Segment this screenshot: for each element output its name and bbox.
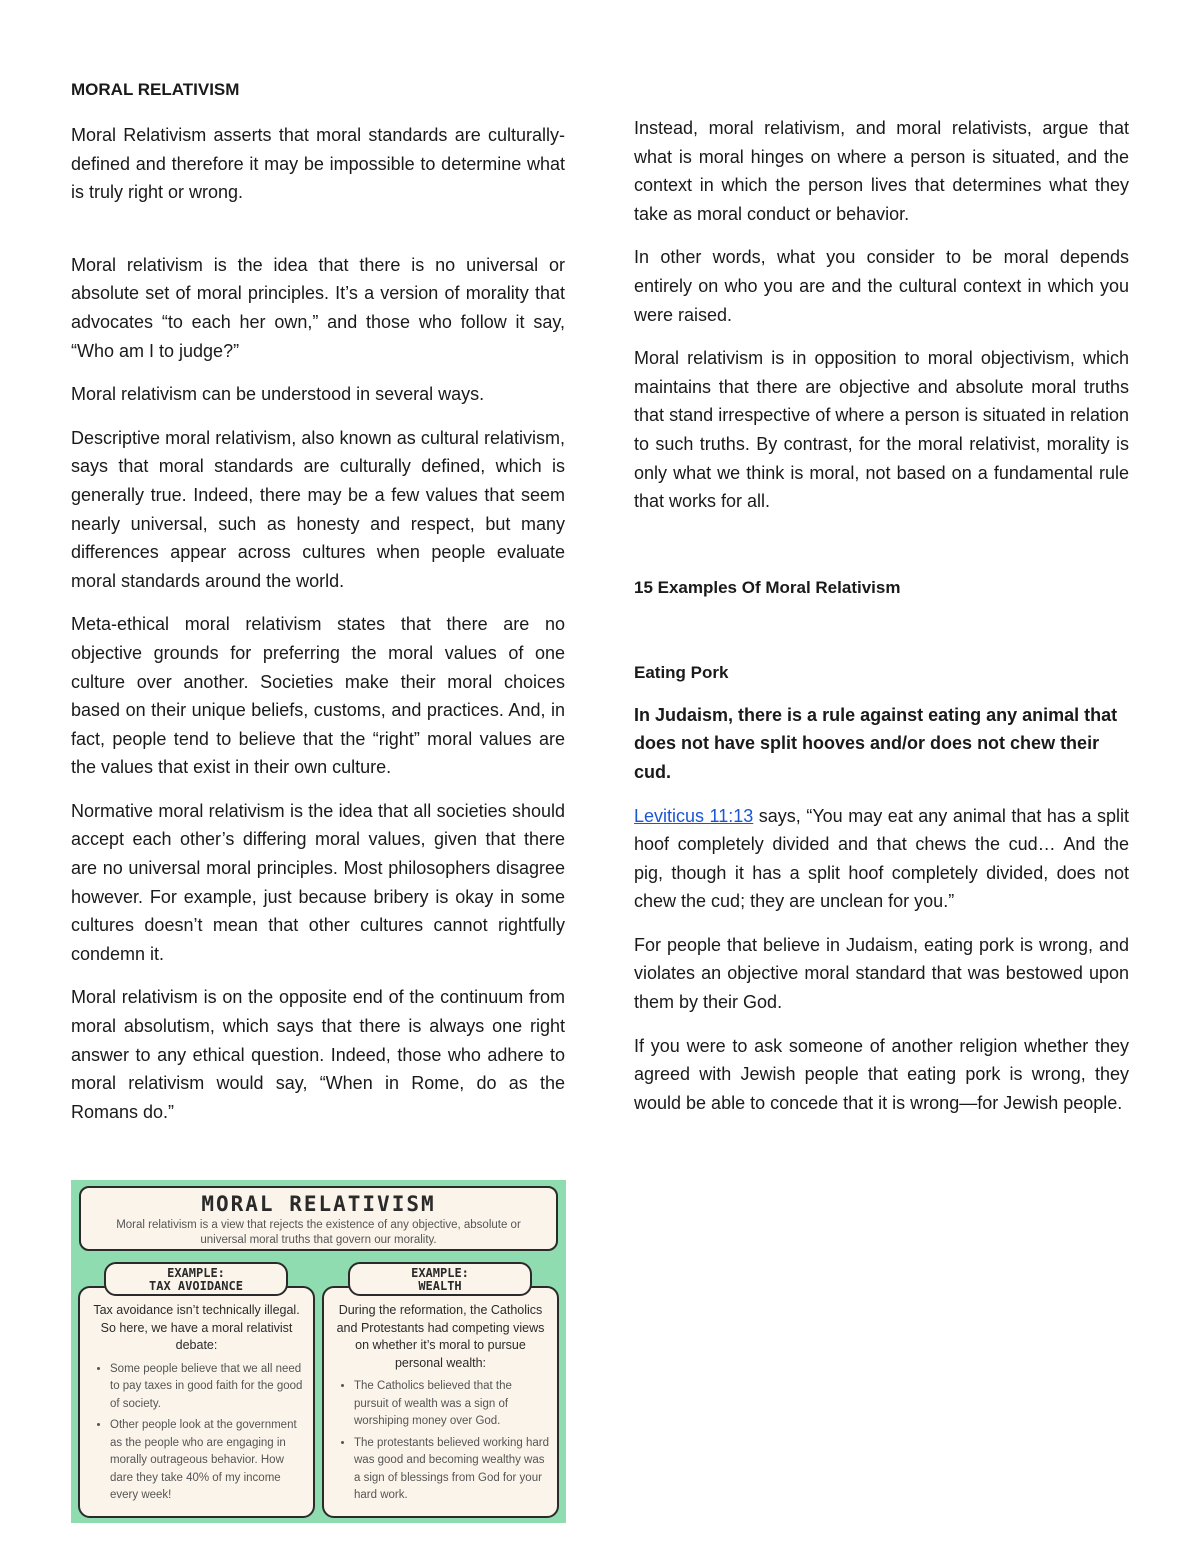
example-card-tax: [78, 1286, 315, 1518]
paragraph: Moral Relativism asserts that moral standards are culturally-defined and therefore it may be impossible to determine what is truly right or wrong.: [71, 125, 565, 203]
bullet-item: • The Catholics believed that the pursuit of wealth was a sign of worshiping money over God.: [354, 1378, 549, 1431]
example-label-wealth: [348, 1262, 532, 1296]
right-column: [634, 114, 1129, 1132]
card-bullets: [324, 1378, 557, 1505]
leviticus-quote: says, “You may eat any animal that has a split hoof completely divided and that chews the cud… And the pig, though it has a split hoof completely divided, does not chew the cud; they are unclean for you.”: [634, 805, 1129, 912]
example-label-line: EXAMPLE:: [411, 1266, 469, 1280]
card-bullets: [80, 1361, 313, 1505]
leviticus-link[interactable]: Leviticus 11:13: [634, 805, 754, 826]
paragraph: Instead, moral relativism, and moral relativists, argue that what is moral hinges on where a person is situated, and the context in which the person lives that determines what they take as moral conduct or behavior.: [634, 118, 1129, 224]
paragraph: Meta-ethical moral relativism states that there are no objective grounds for preferring the moral values of one culture over another. Societies make their moral choices based on their unique beliefs, customs, and practices. And, in fact, people tend to believe that the “right” moral values are the values that exist in their own culture.: [71, 614, 565, 778]
example-card-wealth: [322, 1286, 559, 1518]
infographic-title: MORAL RELATIVISM: [201, 1192, 436, 1216]
paragraph: In other words, what you consider to be moral depends entirely on who you are and the cultural context in which you were raised.: [634, 247, 1129, 325]
paragraph: Moral relativism is in opposition to moral objectivism, which maintains that there are objective and absolute moral truths that stand irrespective of where a person is situated in relation to such truths. By contrast, for the moral relativist, morality is only what we think is moral, not based on a fundamental rule that works for all.: [634, 348, 1129, 512]
eating-pork-heading: Eating Pork: [634, 662, 729, 682]
infographic-subtitle: Moral relativism is a view that rejects the existence of any objective, absolute or universal moral truths that govern our morality.: [116, 1219, 521, 1246]
paragraph: Moral relativism is the idea that there is no universal or absolute set of moral principles. It’s a version of morality that advocates “to each her own,” and those who follow it say, “Who am I to judge?”: [71, 254, 565, 361]
leviticus-paragraph: [634, 802, 1129, 916]
example-label-line: EXAMPLE:: [167, 1266, 225, 1280]
examples-heading: 15 Examples Of Moral Relativism: [634, 577, 901, 597]
example-label-tax: [104, 1262, 288, 1296]
paragraph: Descriptive moral relativism, also known as cultural relativism, says that moral standards are culturally defined, which is generally true. Indeed, there may be a few values that seem nearly universal, such as honesty and respect, but many differences appear across cultures when people evaluate moral standards around the world.: [71, 427, 565, 591]
bullet-item: • The protestants believed working hard was good and becoming wealthy was a sign of blessings from God for your hard work.: [354, 1435, 549, 1505]
left-column: [71, 70, 565, 1141]
example-label-name: TAX AVOIDANCE: [149, 1279, 243, 1293]
paragraph: For people that believe in Judaism, eating pork is wrong, and violates an objective moral standard that was bestowed upon them by their God.: [634, 934, 1129, 1013]
paragraph: If you were to ask someone of another religion whether they agreed with Jewish people that eating pork is wrong, they would be able to concede that it is wrong—for Jewish people.: [634, 1035, 1129, 1113]
page-title: MORAL RELATIVISM: [71, 80, 240, 99]
paragraph: Normative moral relativism is the idea that all societies should accept each other’s differing moral values, given that there are no universal moral principles. Most philosophers disagree however. For example, just because bribery is okay in some cultures doesn’t mean that other cultures cannot rightfully condemn it.: [71, 800, 565, 964]
paragraph: Moral relativism can be understood in several ways.: [71, 384, 485, 405]
card-intro: During the reformation, the Catholics and Protestants had competing views on whether it’s moral to pursue personal wealth:: [336, 1303, 545, 1370]
judaism-rule-paragraph: In Judaism, there is a rule against eating any animal that does not have split hooves and/or does not chew their cud.: [634, 704, 1118, 782]
paragraph: Moral relativism is on the opposite end of the continuum from moral absolutism, which says that there is always one right answer to any ethical question. Indeed, those who adhere to moral relativism would say, “When in Rome, do as the Romans do.”: [71, 987, 565, 1122]
bullet-item: • Some people believe that we all need to pay taxes in good faith for the good of society.: [110, 1361, 305, 1414]
moral-relativism-infographic: [71, 1180, 566, 1523]
bullet-item: • Other people look at the government as the people who are engaging in morally outrageous behavior. How dare they take 40% of my income every week!: [110, 1417, 305, 1505]
example-label-name: WEALTH: [418, 1279, 462, 1293]
card-intro: Tax avoidance isn’t technically illegal. So here, we have a moral relativist debate:: [93, 1303, 300, 1352]
infographic-header: [79, 1186, 558, 1251]
